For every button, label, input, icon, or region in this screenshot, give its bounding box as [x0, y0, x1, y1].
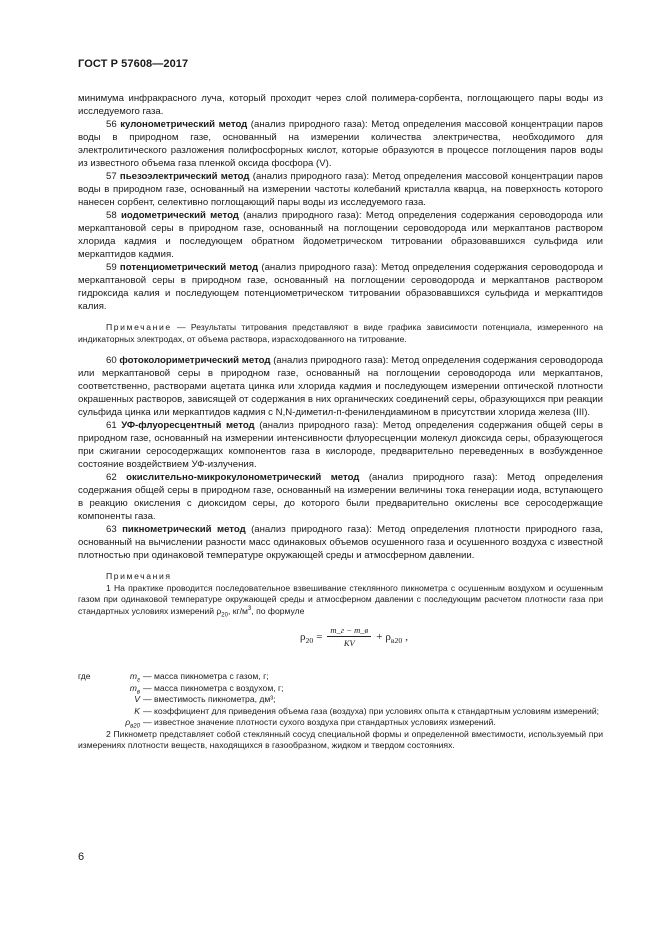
term-title: окислительно-микрокулонометрический метод — [126, 472, 360, 483]
term-definition: (анализ природного газа): Метод определения массовой концентрации паров воды в природном газе, основанный на измерении частоты колебаний кристалла кварца, на поверхность которого нанесен сорбент, селективно поглощающий пары воды из исследуемого газа. — [78, 171, 603, 208]
term-number: 61 — [106, 420, 117, 431]
main-text — [78, 92, 603, 313]
term-60 — [78, 354, 603, 419]
term-number: 62 — [106, 472, 117, 483]
term-definition: (анализ природного газа): Метод определения содержания общей серы в природном газе, основанный на измерении величины тока генерации иода, вступающего в реакцию окисления с диоксидом серы, до которого были предварительно окислены все серосодержащие компоненты газа. — [78, 472, 603, 522]
density-formula — [78, 617, 603, 671]
main-text-2 — [78, 354, 603, 562]
notes-heading: Примечания — [106, 571, 172, 581]
term-58 — [78, 209, 603, 261]
term-definition: (анализ природного газа): Метод определения массовой концентрации паров воды в природном газе, основанный на измерении количества электричества, необходимого для электролитического разложения полифосфорных кислот, которые образуются в процессе поглощения паров воды из известного объема газа пленкой оксида фосфора (V). — [78, 119, 603, 169]
note-2-block — [78, 729, 603, 752]
formula-fraction — [327, 625, 371, 648]
page-number: 6 — [78, 851, 85, 863]
note-text: — Результаты титрования представляют в виде графика зависимости потенциала, измеренного на индикаторных электродах, от объема раствора, израсходованного на титрование. — [78, 322, 603, 344]
notes-63 — [78, 571, 603, 617]
note-label: Примечание — [106, 322, 172, 332]
term-definition: (анализ природного газа): Метод определения содержания сероводорода или меркаптановой серы в природном газе, основанный на поглощении сероводорода или меркаптанов раствором хлорида кадмия и последующем обратном йодометрическом титровании образовавшихся сульфида или меркаптидов кадмия. — [78, 210, 604, 260]
fraction-numerator: m_г − m_в — [327, 625, 371, 637]
term-number: 56 — [106, 119, 117, 130]
term-63 — [78, 523, 603, 562]
term-61 — [78, 419, 603, 471]
term-number: 59 — [106, 262, 117, 273]
note-1: 1 На практике проводится последовательное взвешивание стеклянного пикнометра с осушенным воздухом и осушенным газом при одинаковой температуре окружающей среды и атмосферном давлении с последующим расчетом плотности газа при стандартных условиях измерений $\rho_{20}$, $кг/м^3$, по формуле — [78, 582, 603, 619]
term-59 — [78, 261, 603, 313]
term-definition: (анализ природного газа): Метод определения содержания общей серы в природном газе, основанный на измерении интенсивности флуоресценции молекул диоксида серы, образующегося при сжигании серосодержащих компонентов газа в кислороде, предварительно переведенных в возбужденное состояние воздействием УФ-излучения. — [78, 420, 603, 470]
note-59 — [78, 322, 603, 345]
term-62 — [78, 471, 603, 523]
term-definition: (анализ природного газа): Метод определения содержания сероводорода и меркаптановой серы в природном газе, основанный на поглощении сероводорода и меркаптанов раствором гидроксида калия и последующем потенциометрическом титровании образовавшихся сульфида и меркаптидов калия. — [78, 262, 603, 312]
term-title: УФ-флуоресцентный метод — [121, 420, 255, 431]
term-56 — [78, 118, 603, 170]
standard-header: ГОСТ Р 57608—2017 — [78, 58, 189, 70]
fraction-denominator: KV — [343, 638, 355, 648]
variable-row: где $m_г$ — масса пикнометра с газом, г; — [78, 671, 269, 684]
variable-definitions — [78, 671, 603, 729]
term-title: пьезоэлектрический метод — [119, 171, 250, 182]
variable-row: K — коэффициент для приведения объема газа (воздуха) при условиях опыта к стандартным условиям измерений; — [134, 705, 600, 716]
term-number: 63 — [106, 524, 117, 535]
term-57 — [78, 170, 603, 209]
variable-row: $m_в$ — масса пикнометра с воздухом, г; — [129, 682, 284, 696]
term-title: пикнометрический метод — [122, 524, 246, 535]
term-definition: (анализ природного газа): Метод определения плотности природного газа, основанный на вычислении разности масс одинаковых объемов осушенного газа и осушенного воздуха с известной плотностью при одинаковой температуре окружающей среды и атмосферном давлении. — [78, 524, 603, 561]
term-title: иодометрический метод — [120, 210, 239, 221]
term-title: потенциометрический метод — [119, 262, 259, 273]
paragraph-continuation: минимума инфракрасного луча, который проходит через слой полимера-сорбента, поглощающего пары воды из исследуемого газа. — [78, 93, 603, 117]
variable-row: $\rho_{в20}$ — известное значение плотности сухого воздуха при стандартных условиях измерений. — [125, 717, 496, 730]
term-definition: (анализ природного газа): Метод определения содержания сероводорода или меркаптановой серы в природном газе, основанный на поглощении сероводорода или меркаптанов, соответственно, растворами ацетата цинка или хлорида кадмия и последующем измерении оптической плотности окрашенных растворов, зависящей от содержания в них органических соединений серы, образующихся при реакции сульфида цинка или меркаптидов кадмия с N,N-диметил-п-фенилендиамином в присутствии хлорида железа (III). — [78, 355, 603, 418]
variable-row: V — вместимость пикнометра, дм³; — [134, 694, 276, 704]
term-number: 58 — [106, 210, 117, 221]
term-title: кулонометрический метод — [120, 119, 248, 130]
note-2: 2 Пикнометр представляет собой стеклянный сосуд специальной формы и определенной вместимости, используемый при измерениях плотности веществ, находящихся в газообразном, жидком и твердом состояниях. — [78, 728, 603, 750]
where-label: где — [78, 671, 91, 681]
term-title: фотоколориметрический метод — [119, 355, 271, 366]
term-number: 60 — [106, 355, 117, 366]
term-number: 57 — [106, 171, 117, 182]
formula-expression: $\rho_{20}$ = $\frac{m\_г - m\_в}{KV}$ + $\rho_{в20}$ , — [300, 625, 408, 648]
